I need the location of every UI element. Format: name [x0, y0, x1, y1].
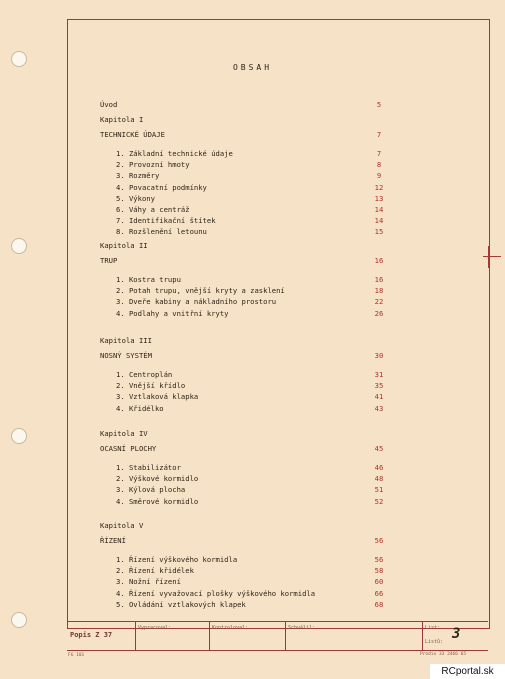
section-heading: [100, 443, 390, 454]
toc-item-label: 3. Nožní řízení: [116, 577, 181, 587]
toc-item-label: 5. Výkony: [116, 193, 155, 203]
toc-item: [100, 403, 390, 414]
footer-cell-label: Vypracoval:: [138, 625, 172, 631]
footer-cell-prepared: [135, 622, 210, 650]
toc-item-page: 41: [374, 392, 384, 402]
uvod-page: 5: [376, 100, 382, 109]
punch-hole: [11, 428, 27, 444]
chapter-heading: [100, 114, 390, 125]
footer-cell-approved: [285, 622, 423, 650]
toc-item-label: 3. Dveře kabiny a nákladního prostoru: [116, 297, 277, 307]
toc-item-page: 58: [374, 566, 384, 576]
toc-item: [100, 296, 390, 307]
toc-item-page: 68: [374, 599, 384, 609]
toc-item-label: 2. Vnější křídlo: [116, 381, 186, 391]
toc-item-label: 4. Povacatní podmínky: [116, 182, 207, 192]
footer-cell-label: Schválil:: [288, 625, 316, 631]
section-heading-label: TECHNICKÉ ÚDAJE: [100, 130, 165, 139]
toc-item-label: 1. Základní technické údaje: [116, 149, 233, 158]
toc-item-page: 18: [374, 286, 384, 296]
toc-item-label: 1. Centroplán: [116, 370, 173, 379]
toc-item: [100, 226, 390, 237]
toc-item: [100, 565, 390, 576]
toc-item-label: 6. Váhy a centráž: [116, 205, 190, 214]
toc-item-label: 1. Stabilizátor: [116, 463, 181, 472]
toc-item: [100, 380, 390, 391]
footer-list-label: List:: [425, 625, 441, 631]
chapter-heading-label: Kapitola IV: [100, 429, 148, 438]
toc-item-label: 3. Vztlaková klapka: [116, 392, 199, 402]
toc-item-page: 14: [374, 216, 384, 226]
section-heading: [100, 255, 390, 266]
toc-item: [100, 391, 390, 402]
toc-item-label: 4. Směrové kormidlo: [116, 496, 199, 506]
toc-item-page: 31: [374, 370, 384, 379]
toc-item: [100, 159, 390, 170]
section-heading: [100, 350, 390, 361]
section-heading-label: OCASNÍ PLOCHY: [100, 444, 157, 453]
toc-item: [100, 215, 390, 226]
chapter-heading-label: Kapitola II: [100, 241, 148, 250]
toc-item: [100, 193, 390, 204]
section-heading-label: TRUP: [100, 256, 118, 265]
section-heading: [100, 129, 390, 140]
sheet-number: 3: [452, 626, 461, 642]
watermark: RCportal.sk: [430, 664, 505, 679]
toc-item: [100, 462, 390, 473]
toc-item-page: 60: [374, 577, 384, 587]
toc-item: [100, 484, 390, 495]
toc-item: [100, 496, 390, 507]
uvod-label: Úvod: [100, 100, 118, 109]
toc-item: [100, 576, 390, 587]
punch-hole: [11, 612, 27, 628]
punch-hole: [11, 238, 27, 254]
page-title: OBSAH: [232, 63, 273, 72]
footer-lists-label: Listů:: [425, 639, 444, 645]
toc-item: [100, 369, 390, 380]
section-heading-page: 56: [374, 536, 384, 545]
section-heading-label: NOSNÝ SYSTÉM: [100, 351, 152, 360]
chapter-heading: [100, 520, 390, 531]
chapter-heading-label: Kapitola V: [100, 521, 144, 530]
toc-item-label: 1. Řízení výškového kormidla: [116, 555, 238, 564]
toc-item: [100, 170, 390, 181]
toc-item: [100, 204, 390, 215]
section-heading-page: 45: [374, 444, 384, 453]
toc-item-page: 16: [374, 275, 384, 284]
footer-cell-label: Kontroloval:: [212, 625, 249, 631]
toc-item-page: 15: [374, 227, 384, 237]
chapter-heading-label: Kapitola III: [100, 336, 152, 345]
footer-doc-cell: [67, 622, 136, 650]
toc-item: [100, 473, 390, 484]
toc-item-page: 12: [374, 182, 384, 192]
footer-table: [67, 621, 488, 651]
toc-item-label: 4. Křidélko: [116, 403, 164, 413]
toc-item-label: 7. Identifikační štítek: [116, 216, 216, 226]
toc-item-label: 4. Řízení vyvažovací plošky výškového kormidla: [116, 588, 316, 598]
section-heading-page: 30: [374, 351, 384, 360]
footer-stamp-left: FG 101: [68, 653, 85, 658]
toc-item: [100, 554, 390, 565]
toc-item-page: 35: [374, 381, 384, 391]
toc-item-label: 2. Výškové kormidlo: [116, 474, 199, 484]
toc-item-page: 51: [374, 485, 384, 495]
toc-item-label: 2. Provozní hmoty: [116, 160, 190, 170]
section-heading: [100, 535, 390, 546]
chapter-heading: [100, 335, 390, 346]
toc-item-page: 7: [376, 149, 382, 158]
margin-mark: [483, 256, 501, 257]
toc-item-page: 9: [376, 171, 382, 181]
chapter-heading: [100, 428, 390, 439]
toc-item: [100, 308, 390, 319]
section-heading-label: ŘÍZENÍ: [100, 536, 126, 545]
toc-item-page: 66: [374, 588, 384, 598]
toc-item-label: 2. Řízení křidélek: [116, 566, 194, 576]
toc-item-page: 14: [374, 205, 384, 214]
toc-item-label: 1. Kostra trupu: [116, 275, 181, 284]
toc-item: [100, 274, 390, 285]
footer-cell-checked: [209, 622, 286, 650]
toc-item-label: 3. Kýlová plocha: [116, 485, 186, 495]
toc-item-page: 26: [374, 308, 384, 318]
toc-item: [100, 182, 390, 193]
footer-stamp-right: Prodix 33 2466 65: [420, 652, 467, 657]
toc-item-page: 48: [374, 474, 384, 484]
section-heading-page: 16: [374, 256, 384, 265]
toc-item-page: 13: [374, 193, 384, 203]
toc-item-label: 8. Rozšlenění letounu: [116, 227, 207, 237]
toc-item-page: 8: [376, 160, 382, 170]
chapter-heading-label: Kapitola I: [100, 115, 144, 124]
margin-mark: [488, 246, 489, 268]
toc-item: [100, 599, 390, 610]
toc-item-page: 22: [374, 297, 384, 307]
toc-item-label: 4. Podlahy a vnitřní kryty: [116, 308, 229, 318]
toc-item: [100, 148, 390, 159]
toc-item-page: 43: [374, 403, 384, 413]
toc-item-label: 2. Potah trupu, vnější kryty a zasklení: [116, 286, 285, 296]
toc-item: [100, 285, 390, 296]
toc-item-label: 5. Ovládání vztlakových klapek: [116, 599, 246, 609]
toc-row-uvod: [100, 99, 390, 110]
chapter-heading: [100, 240, 390, 251]
footer-doc-label: Popis Z 37: [70, 631, 113, 639]
table-of-contents: [100, 0, 390, 679]
section-heading-page: 7: [376, 130, 382, 139]
toc-item-page: 52: [374, 496, 384, 506]
toc-item-page: 46: [374, 463, 384, 472]
toc-item-label: 3. Rozměry: [116, 171, 160, 181]
toc-item-page: 56: [374, 555, 384, 564]
toc-item: [100, 588, 390, 599]
